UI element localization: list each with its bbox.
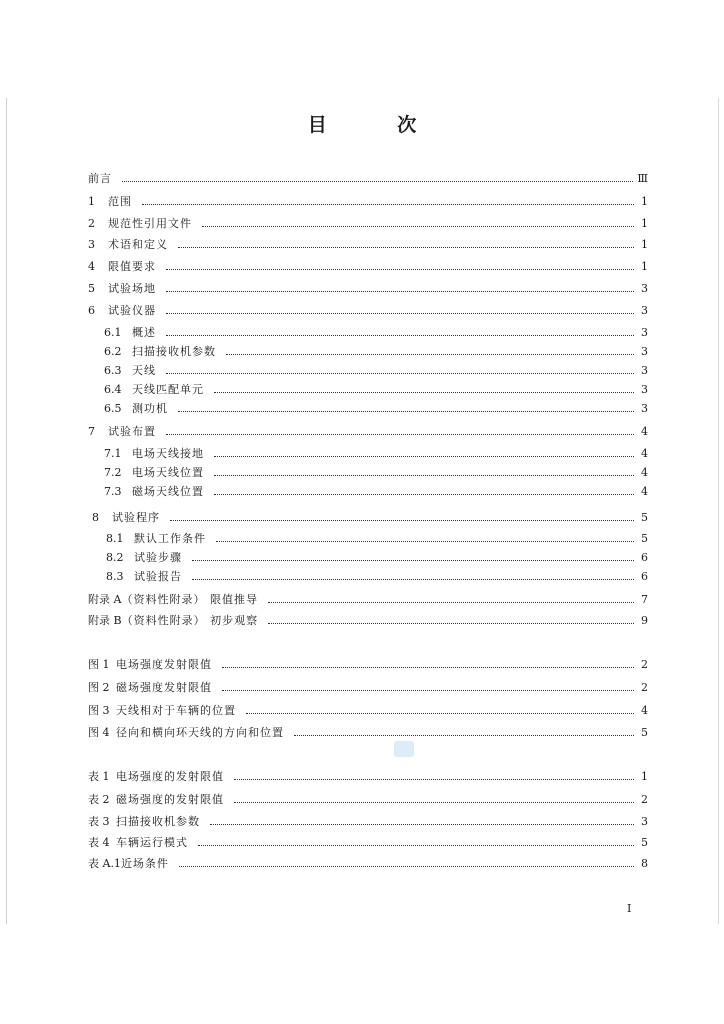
table-number: 表 3 [88,815,110,828]
figure-entry[interactable] [88,722,648,742]
toc-label: 试验报告 [134,570,182,583]
toc-number: 6.1 [104,325,122,339]
toc-page: 6 [641,550,648,564]
toc-entry[interactable] [88,191,648,211]
toc-label: 规范性引用文件 [108,217,192,230]
toc-leader [222,689,634,691]
toc-leader [268,601,634,603]
toc-page: 3 [641,382,648,396]
toc-number: 3 [88,237,95,251]
toc-subentry[interactable] [104,398,648,418]
page-edge-right [718,98,719,924]
toc-leader [192,578,634,580]
toc-label: 试验仪器 [108,304,156,317]
table-number: 表 A.1 [88,857,121,870]
toc-label: 默认工作条件 [134,532,206,545]
toc-label: 磁场天线位置 [132,485,204,498]
toc-page: 3 [641,281,648,295]
toc-leader [122,180,633,182]
figure-label: 电场强度发射限值 [116,658,212,671]
toc-leader [166,433,634,435]
table-label: 电场强度的发射限值 [116,770,224,783]
toc-entry[interactable] [88,421,648,441]
toc-label: （资料性附录） 限值推导 [121,593,258,606]
toc-page: 3 [641,325,648,339]
toc-leader [222,666,634,668]
toc-leader [166,268,634,270]
toc-page: 7 [641,592,648,606]
table-label: 扫描接收机参数 [116,815,200,828]
toc-number: 8 [92,510,99,524]
toc-label: 范围 [108,195,132,208]
toc-entry[interactable] [88,278,648,298]
toc-label: 天线匹配单元 [132,383,204,396]
toc-leader [226,353,634,355]
toc-page: 6 [641,569,648,583]
toc-number: 7 [88,424,95,438]
toc-leader [166,290,634,292]
toc-label: 电场天线接地 [132,447,204,460]
toc-number: 附录 A [88,593,122,606]
toc-subentry[interactable] [104,379,648,399]
toc-leader [210,823,634,825]
toc-number: 8.2 [106,550,124,564]
figure-page: 4 [641,703,648,717]
toc-leader [142,203,634,205]
toc-page: 4 [641,424,648,438]
toc-page: 1 [641,259,648,273]
toc-label: 试验布置 [108,425,156,438]
toc-subentry[interactable] [106,566,648,586]
figure-entry[interactable] [88,700,648,720]
toc-leader [216,540,634,542]
toc-page: 1 [641,216,648,230]
toc-number: 1 [88,194,95,208]
toc-subentry[interactable] [104,322,648,342]
toc-number: 6.3 [104,363,122,377]
figure-number: 图 3 [88,704,110,717]
toc-leader [214,474,634,476]
toc-leader [179,865,634,867]
toc-leader [294,734,634,736]
toc-label: 前言 [88,172,112,185]
table-entry[interactable] [88,853,648,873]
toc-page: 5 [641,531,648,545]
toc-page: 1 [641,194,648,208]
figure-page: 5 [641,725,648,739]
page-number: I [627,902,632,915]
table-page: 5 [641,835,648,849]
toc-page: 4 [641,484,648,498]
figure-entry[interactable] [88,654,648,674]
toc-label: 天线 [132,364,156,377]
toc-leader [234,801,634,803]
toc-number: 7.3 [104,484,122,498]
toc-number: 6.5 [104,401,122,415]
toc-label: 术语和定义 [108,238,168,251]
toc-page: 3 [641,344,648,358]
toc-leader [166,372,634,374]
table-entry[interactable] [88,832,648,852]
table-page: 2 [641,792,648,806]
toc-label: 测功机 [132,402,168,415]
table-number: 表 2 [88,793,110,806]
toc-page: Ⅲ [637,171,648,185]
toc-subentry[interactable] [104,360,648,380]
toc-number: 2 [88,216,95,230]
figure-label: 磁场强度发射限值 [116,681,212,694]
toc-leader [234,778,634,780]
toc-appendix-entry[interactable] [88,589,648,609]
toc-entry[interactable] [92,507,648,527]
toc-leader [214,391,634,393]
page-title: 目 次 [307,114,449,136]
figure-label: 天线相对于车辆的位置 [116,704,236,717]
figure-label: 径向和横向环天线的方向和位置 [116,726,284,739]
toc-page: 9 [641,613,648,627]
toc-entry-foreword[interactable] [88,168,648,188]
toc-leader [178,246,634,248]
figure-number: 图 2 [88,681,110,694]
toc-number: 6 [88,303,95,317]
toc-entry[interactable] [88,300,648,320]
figure-page: 2 [641,680,648,694]
table-page: 1 [641,769,648,783]
table-number: 表 4 [88,836,110,849]
toc-entry[interactable] [88,213,648,233]
toc-leader [166,334,634,336]
toc-leader [214,455,634,457]
toc-label: 概述 [132,326,156,339]
toc-leader [268,622,634,624]
toc-leader [166,312,634,314]
toc-label: 电场天线位置 [132,466,204,479]
toc-leader [178,410,634,412]
toc-label: 试验程序 [112,511,160,524]
toc-number: 6.4 [104,382,122,396]
toc-leader [214,493,634,495]
toc-leader [198,844,634,846]
toc-subentry[interactable] [106,547,648,567]
toc-leader [192,559,634,561]
toc-number: 8.1 [106,531,124,545]
figure-entry[interactable] [88,677,648,697]
page-edge-left [6,98,7,924]
table-entry[interactable] [88,789,648,809]
table-label: 近场条件 [120,857,169,870]
toc-subentry[interactable] [104,341,648,361]
toc-label: （资料性附录） 初步观察 [121,614,259,627]
toc-entry[interactable] [88,256,648,276]
figure-number: 图 4 [88,726,110,739]
table-number: 表 1 [88,770,110,783]
toc-label: 扫描接收机参数 [132,345,216,358]
toc-subentry[interactable] [104,462,648,482]
toc-number: 8.3 [106,569,124,583]
toc-leader [246,712,634,714]
table-label: 车辆运行模式 [116,836,188,849]
toc-page: 4 [641,446,648,460]
toc-leader [170,519,634,521]
toc-page: 1 [641,237,648,251]
toc-subentry[interactable] [104,481,648,501]
toc-label: 试验场地 [108,282,156,295]
table-label: 磁场强度的发射限值 [116,793,224,806]
table-page: 3 [641,814,648,828]
toc-number: 6.2 [104,344,122,358]
figure-number: 图 1 [88,658,110,671]
toc-entry[interactable] [88,234,648,254]
toc-subentry[interactable] [104,443,648,463]
toc-number: 4 [88,259,95,273]
toc-label: 试验步骤 [134,551,182,564]
toc-subentry[interactable] [106,528,648,548]
toc-number: 附录 B [88,614,122,627]
toc-appendix-entry[interactable] [88,610,648,630]
toc-number: 7.1 [104,446,122,460]
figure-page: 2 [641,657,648,671]
table-entry[interactable] [88,766,648,786]
toc-number: 5 [88,281,95,295]
toc-leader [202,225,634,227]
toc-page: 3 [641,401,648,415]
toc-label: 限值要求 [108,260,156,273]
toc-page: 4 [641,465,648,479]
toc-page: 3 [641,303,648,317]
watermark-logo [394,741,414,757]
table-entry[interactable] [88,811,648,831]
toc-page: 3 [641,363,648,377]
table-page: 8 [641,856,648,870]
toc-number: 7.2 [104,465,122,479]
toc-page: 5 [641,510,648,524]
